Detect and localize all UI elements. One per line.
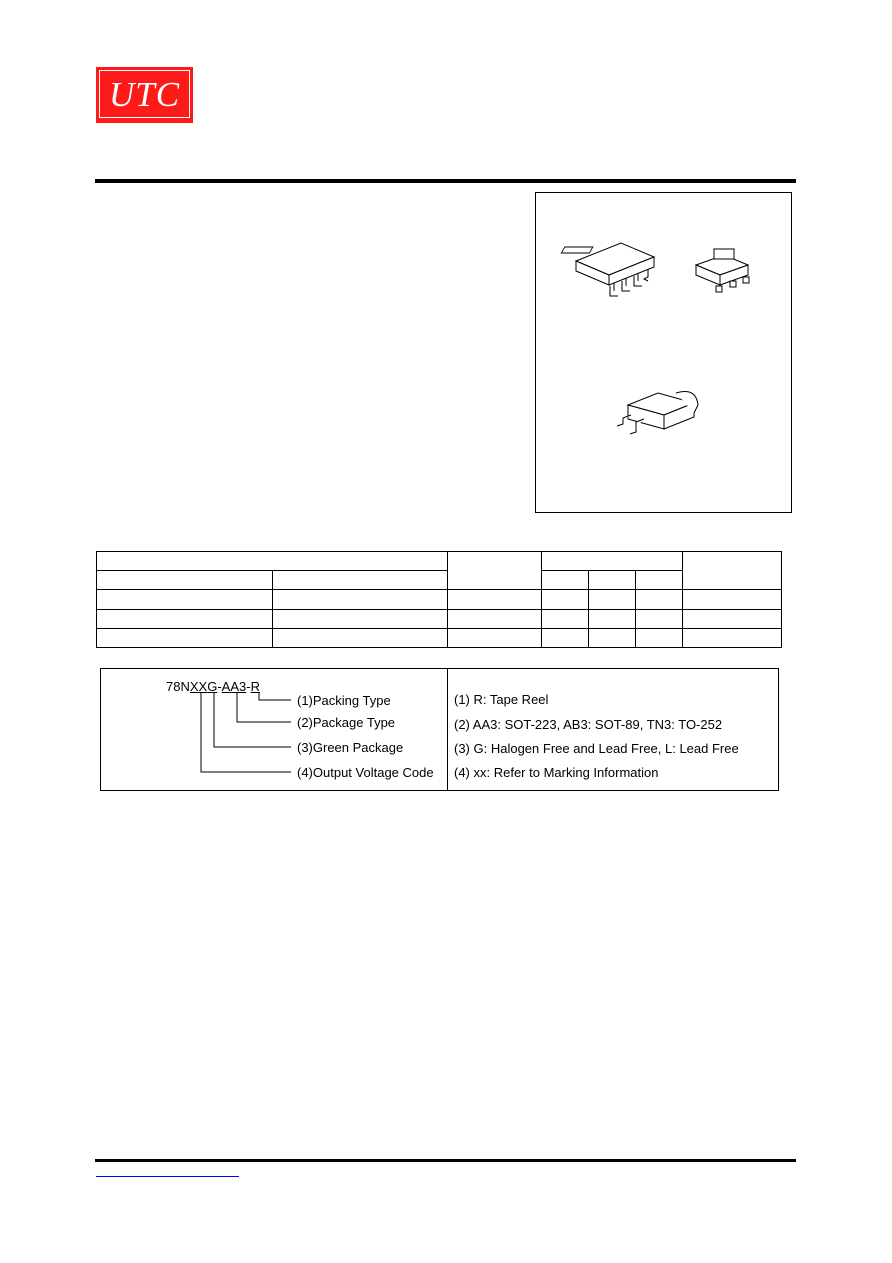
- company-logo: [96, 67, 193, 123]
- table-header-cell: [636, 571, 683, 590]
- table-cell: [273, 590, 448, 609]
- package-drawings: [536, 193, 793, 514]
- header-rule: [95, 179, 796, 183]
- table-cell: [542, 590, 589, 609]
- field-label-package-type: (2)Package Type: [297, 715, 396, 730]
- code-dash: -: [217, 679, 222, 694]
- package-illustration-box: [535, 192, 792, 513]
- table-cell: [542, 628, 589, 647]
- ordering-information-table: [96, 551, 782, 648]
- table-cell: [448, 628, 542, 647]
- part-number-code-box: [100, 668, 779, 791]
- field-label-green-package: (3)Green Package: [297, 740, 404, 755]
- field-description-output-voltage-code: (4) xx: Refer to Marking Information: [454, 765, 659, 780]
- table-row: [97, 609, 782, 628]
- field-description-green-package: (3) G: Halogen Free and Lead Free, L: Lead Free: [454, 741, 739, 756]
- footer-rule: [95, 1159, 796, 1162]
- field-label-output-voltage-code: (4)Output Voltage Code: [297, 765, 434, 780]
- table-cell: [273, 628, 448, 647]
- table-cell: [542, 609, 589, 628]
- code-green: G: [207, 679, 218, 694]
- code-prefix: 78N: [166, 679, 190, 694]
- field-label-packing-type: (1)Packing Type: [297, 693, 391, 708]
- table-cell: [589, 609, 636, 628]
- table-cell: [97, 609, 273, 628]
- table-cell: [636, 590, 683, 609]
- table-cell: [97, 590, 273, 609]
- table-row: [97, 628, 782, 647]
- code-package: AA3: [221, 679, 247, 694]
- code-dash: -: [246, 679, 251, 694]
- code-box-divider: [447, 669, 448, 790]
- table-cell: [683, 590, 782, 609]
- table-header-cell: [97, 571, 273, 590]
- table-cell: [273, 609, 448, 628]
- table-cell: [636, 628, 683, 647]
- table-header-cell: [683, 552, 782, 590]
- table-row: [97, 590, 782, 609]
- table-header-cell: [542, 571, 589, 590]
- table-cell: [589, 628, 636, 647]
- table-cell: [683, 609, 782, 628]
- table-cell: [683, 628, 782, 647]
- field-description-package-type: (2) AA3: SOT-223, AB3: SOT-89, TN3: TO-252: [454, 717, 723, 732]
- sot-89-package-icon: [696, 249, 749, 292]
- logo-text: UTC: [108, 74, 181, 114]
- table-header-cell: [448, 552, 542, 590]
- table-subheader-row: [97, 571, 782, 590]
- field-description-packing-type: (1) R: Tape Reel: [454, 692, 549, 707]
- table-cell: [448, 609, 542, 628]
- sot-223-package-icon: [561, 243, 654, 296]
- table-cell: [636, 609, 683, 628]
- table-cell: [448, 590, 542, 609]
- table-header-cell: [542, 552, 683, 571]
- table-header-cell: [589, 571, 636, 590]
- code-packing: R: [250, 679, 260, 694]
- code-voltage: XX: [189, 679, 208, 694]
- to-252-package-icon: [617, 392, 698, 435]
- table-header-row: [97, 552, 782, 571]
- table-cell: [589, 590, 636, 609]
- footer-website-link[interactable]: [96, 1176, 239, 1177]
- table-header-cell: [97, 552, 448, 571]
- table-header-cell: [273, 571, 448, 590]
- table-cell: [97, 628, 273, 647]
